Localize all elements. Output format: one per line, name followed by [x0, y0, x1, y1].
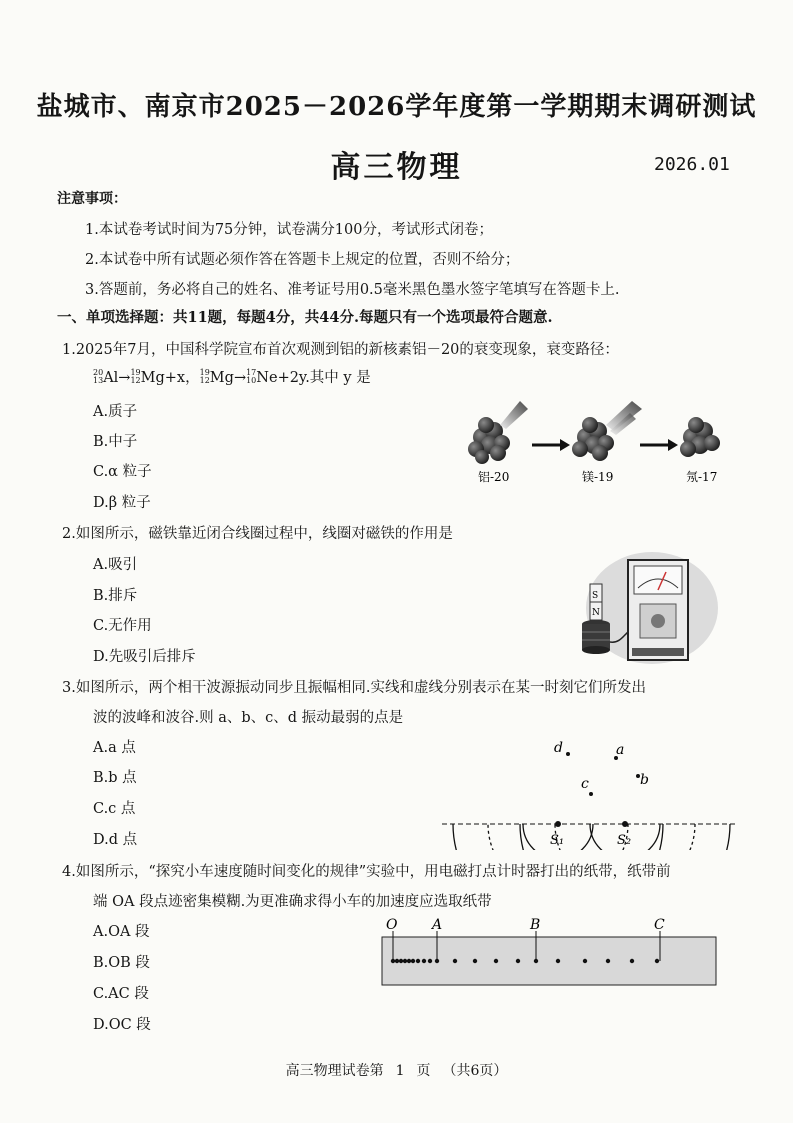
q4-tape-figure [380, 915, 720, 987]
al20-nucleus [468, 401, 528, 464]
q3-interference-figure [440, 732, 740, 850]
magnet-s-label: S [592, 591, 599, 601]
label-al20: 铝-20 [478, 470, 510, 484]
q3-option-a: A.a 点 [93, 740, 136, 756]
q1-stem: 1.2025年7月，中国科学院宣布首次观测到铝的新核素铝－20的衰变现象，衰变路径： [62, 342, 619, 358]
exam-title: 盐城市、南京市2025－2026学年度第一学期期末调研测试 [36, 92, 757, 122]
q1-option-a: A.质子 [93, 404, 138, 420]
q3-stem-line1: 3.如图所示，两个相干波源振动同步且振幅相同.实线和虚线分别表示在某一时刻它们所发出 [62, 680, 646, 696]
mg19-nucleus [572, 401, 642, 461]
q3-stem-line2: 波的波峰和波谷.则 a、b、c、d 振动最弱的点是 [93, 710, 404, 726]
exam-date: 2026.01 [654, 154, 730, 175]
label-ne17: 氖-17 [686, 470, 718, 484]
q1-decay-figure [460, 395, 740, 495]
section-heading: 一、单项选择题：共11题，每题4分，共44分.每题只有一个选项最符合题意. [57, 309, 553, 326]
q4-option-b: B.OB 段 [93, 955, 150, 971]
notice-item: 1.本试卷考试时间为75分钟，试卷满分100分，考试形式闭卷； [85, 222, 493, 238]
source-s2 [622, 821, 628, 827]
notice-item: 2.本试卷中所有试题必须作答在答题卡上规定的位置，否则不给分； [85, 252, 520, 268]
q2-coil-galvanometer-figure [570, 552, 720, 667]
mark-a-label: A [432, 917, 443, 933]
q2-option-d: D.先吸引后排斥 [93, 649, 196, 665]
q1-option-c: C.α 粒子 [93, 464, 152, 480]
point-b-label: b [640, 772, 649, 788]
q2-option-c: C.无作用 [93, 618, 152, 634]
s2-label: S₂ [617, 833, 632, 848]
notice-heading: 注意事项： [57, 191, 127, 207]
coil [582, 620, 610, 654]
q4-stem-line2: 端 OA 段点迹密集模糊.为更准确求得小车的加速度应选取纸带 [93, 894, 492, 910]
galvanometer [628, 560, 688, 660]
mark-c-label: C [654, 917, 665, 933]
q2-option-b: B.排斥 [93, 588, 138, 604]
footer-page-number: 1 [395, 1063, 405, 1079]
label-mg19: 镁-19 [582, 470, 614, 484]
q3-option-c: C.c 点 [93, 801, 136, 817]
point-c-label: c [581, 776, 589, 792]
q4-option-d: D.OC 段 [93, 1017, 151, 1033]
footer-total: （共6页） [442, 1063, 508, 1079]
ne17-nucleus [680, 417, 720, 457]
exam-subject: 高三物理 [330, 150, 463, 185]
q4-stem-line1: 4.如图所示，“探究小车速度随时间变化的规律”实验中，用电磁打点计时器打出的纸带，纸带前 [62, 864, 671, 880]
q1-option-b: B.中子 [93, 434, 138, 450]
q2-option-a: A.吸引 [93, 557, 138, 573]
notice-item: 3.答题前，务必将自己的姓名、准考证号用0.5毫米黑色墨水签字笔填写在答题卡上. [85, 282, 620, 298]
q3-option-d: D.d 点 [93, 832, 138, 848]
q4-option-a: A.OA 段 [93, 924, 150, 940]
q1-equation: 20 13Al→19 12Mg+x，19 12Mg→17 10Ne+2y.其中 y 是 [93, 368, 371, 386]
s1-label: S₁ [550, 833, 565, 848]
point-a-label: a [616, 742, 625, 758]
mark-o-label: O [386, 917, 398, 933]
mark-b-label: B [530, 917, 541, 933]
magnet-n-label: N [592, 608, 600, 618]
q1-option-d: D.β 粒子 [93, 495, 151, 511]
q4-option-c: C.AC 段 [93, 986, 149, 1002]
q2-stem: 2.如图所示，磁铁靠近闭合线圈过程中，线圈对磁铁的作用是 [62, 526, 453, 542]
page-footer [0, 1060, 793, 1080]
footer-text: 高三物理试卷第 [285, 1063, 384, 1079]
point-d-label: d [554, 740, 563, 756]
source-s1 [555, 821, 561, 827]
footer-page-unit: 页 [416, 1063, 431, 1079]
q3-option-b: B.b 点 [93, 770, 137, 786]
